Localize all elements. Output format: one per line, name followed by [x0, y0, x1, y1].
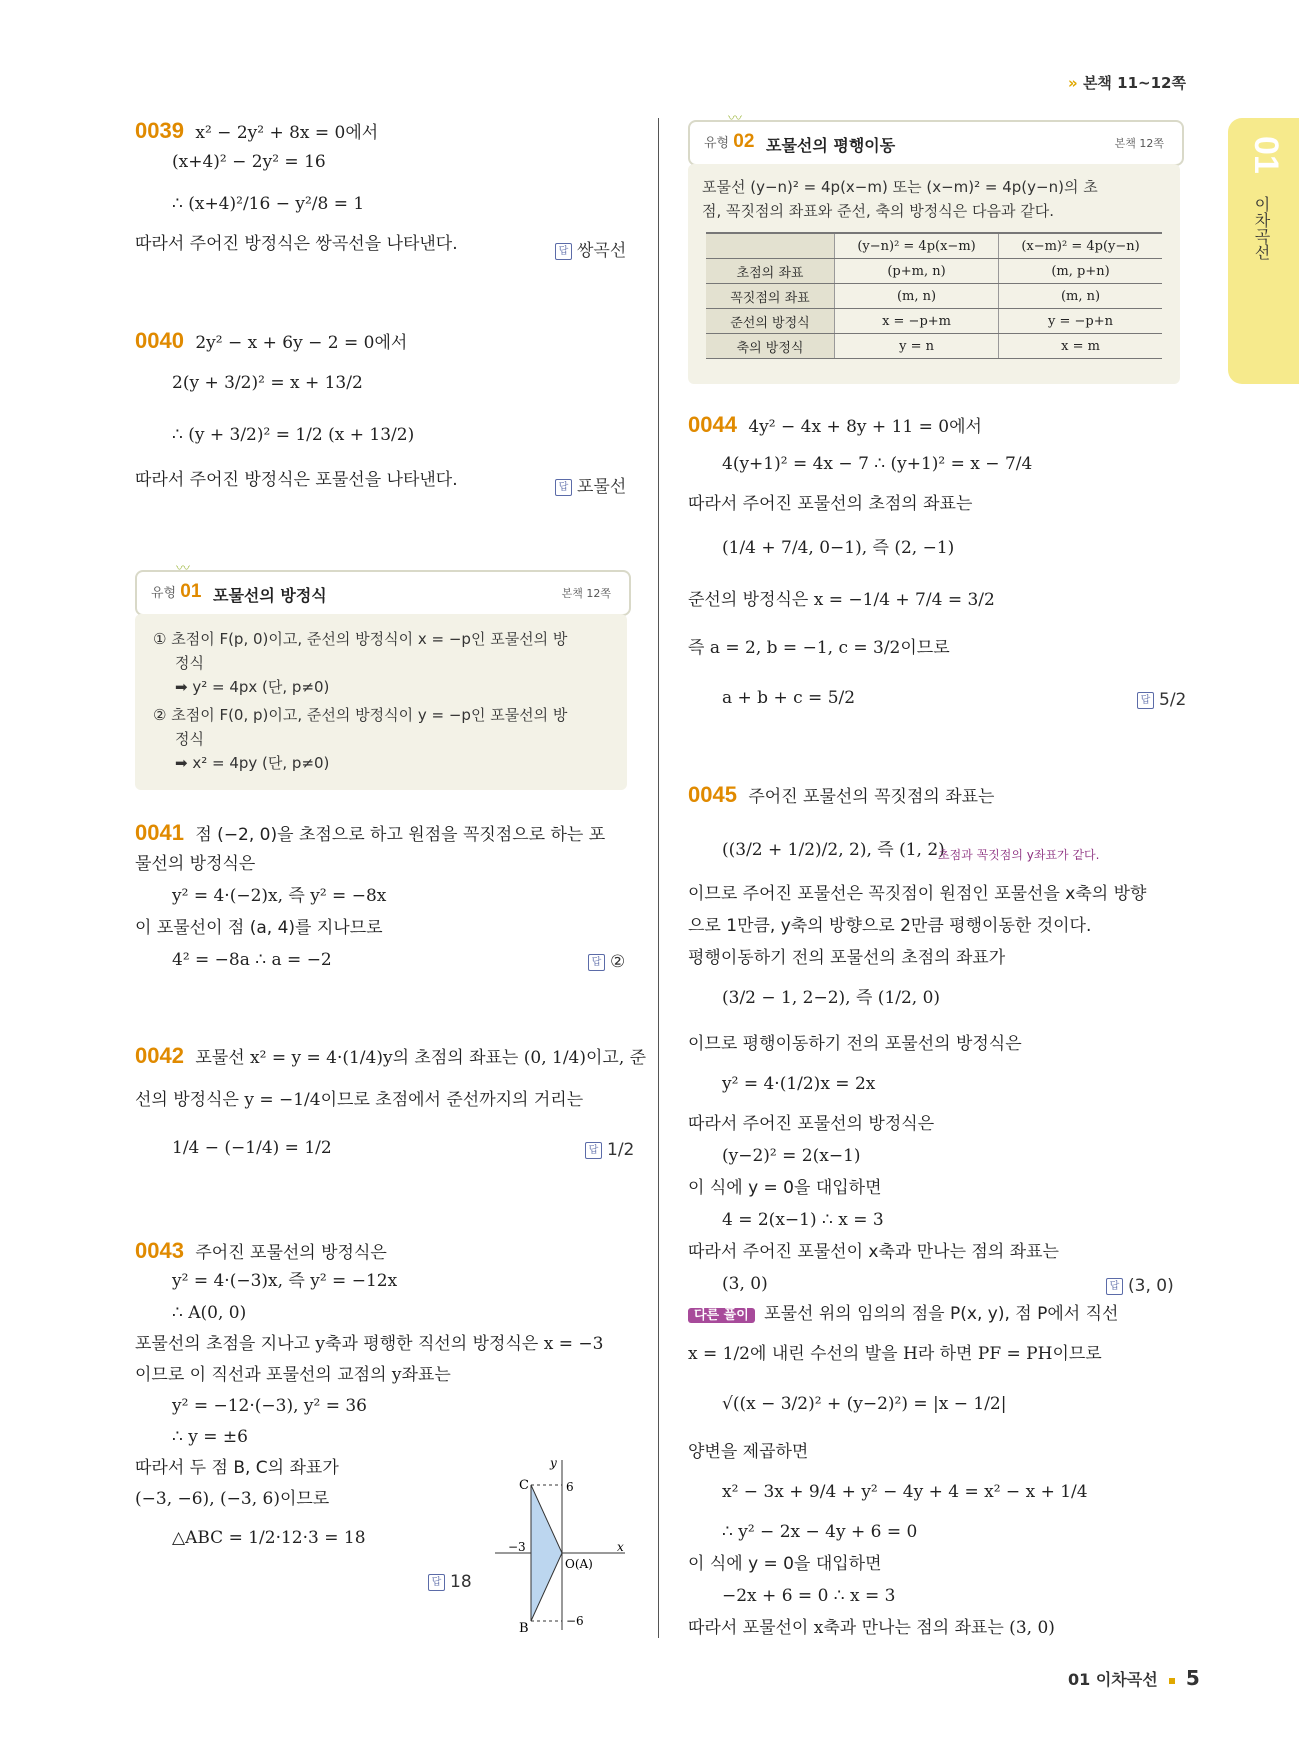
- math-line: (3/2 − 1, 2−2), 즉 (1/2, 0): [722, 988, 941, 1008]
- text-line: 주어진 포물선의 방정식은: [195, 1243, 387, 1263]
- chapter-label: 이차곡선: [1252, 196, 1271, 260]
- type-label: 유형 01: [151, 581, 202, 602]
- problem-number: 0039: [135, 118, 184, 143]
- chapter-side-tab: [1228, 118, 1299, 384]
- text-line: 평행이동하기 전의 포물선의 초점의 좌표가: [688, 948, 1006, 968]
- table-cell: (m, p+n): [999, 259, 1162, 284]
- row-label: 준선의 방정식: [706, 309, 835, 334]
- math-line: ∴ A(0, 0): [172, 1303, 247, 1323]
- text-line: 으로 1만큼, y축의 방향으로 2만큼 평행이동한 것이다.: [688, 916, 1092, 936]
- row-label: 초점의 좌표: [706, 259, 835, 284]
- text-line: 따라서 주어진 방정식은 포물선을 나타낸다.: [135, 470, 458, 490]
- triangle-abc: [531, 1485, 562, 1621]
- math-line: −2x + 6 = 0 ∴ x = 3: [722, 1586, 896, 1606]
- problem-number: 0042: [135, 1043, 184, 1068]
- text-line: 이 식에 y = 0을 대입하면: [688, 1178, 882, 1198]
- table-cell: x = m: [999, 334, 1162, 359]
- math-line: ∴ y² − 2x − 4y + 6 = 0: [722, 1522, 918, 1542]
- problem-0045: [688, 784, 994, 806]
- problem-0042: [135, 1045, 646, 1067]
- math-line: 4(y+1)² = 4x − 7 ∴ (y+1)² = x − 7/4: [722, 454, 1033, 474]
- math-line: 포물선 x² = y = 4·(1/4)y의 초점의 좌표는 (0, 1/4)이고, 준: [195, 1048, 647, 1068]
- table-cell: (m, n): [835, 284, 999, 309]
- math-line: ∴ (y + 3/2)² = 1/2 (x + 13/2): [172, 425, 415, 445]
- math-line: ∴ y = ±6: [172, 1427, 248, 1447]
- table-cell: [706, 233, 835, 259]
- math-line: 1/4 − (−1/4) = 1/2: [172, 1138, 332, 1158]
- text-line: 양변을 제곱하면: [688, 1442, 809, 1462]
- rule-1: ① 초점이 F(p, 0)이고, 준선의 방정식이 x = −p인 포물선의 방: [153, 630, 568, 648]
- footer-square-icon: [1169, 1678, 1175, 1684]
- problem-number: 0040: [135, 328, 184, 353]
- problem-0039: [135, 120, 378, 142]
- answer-icon: 답: [555, 479, 572, 496]
- math-line: △ABC = 1/2·12·3 = 18: [172, 1528, 366, 1548]
- type-ref: 본책 12쪽: [1114, 137, 1164, 150]
- math-line: ((3/2 + 1/2)/2, 2), 즉 (1, 2): [722, 840, 945, 860]
- math-line: y² = 4·(−2)x, 즉 y² = −8x: [172, 886, 387, 906]
- math-line: (−3, −6), (−3, 6)이므로: [135, 1489, 330, 1509]
- type-label: 유형 02: [704, 131, 755, 152]
- intro-line: 포물선 (y−n)² = 4p(x−m) 또는 (x−m)² = 4p(y−n)의 초: [702, 178, 1098, 196]
- intro-line: 점, 꼭짓점의 좌표와 준선, 축의 방정식은 다음과 같다.: [702, 202, 1054, 220]
- table-row: [706, 334, 1162, 359]
- math-line: y² = 4·(−3)x, 즉 y² = −12x: [172, 1271, 398, 1291]
- parabola-table: [706, 232, 1162, 359]
- answer-icon: 답: [428, 1574, 445, 1591]
- math-line: y² = 4·(1/2)x = 2x: [722, 1074, 876, 1094]
- row-label: 꼭짓점의 좌표: [706, 284, 835, 309]
- rule-2-cont: 정식: [175, 730, 204, 748]
- text-line: 이므로 평행이동하기 전의 포물선의 방정식은: [688, 1034, 1022, 1054]
- text-line: 주어진 포물선의 꼭짓점의 좌표는: [748, 787, 995, 807]
- math-line: y² = −12·(−3), y² = 36: [172, 1396, 367, 1416]
- type-title: 포물선의 방정식: [213, 586, 327, 605]
- text-line: 점 (−2, 0)을 초점으로 하고 원점을 꼭짓점으로 하는 포: [195, 825, 606, 845]
- wave-decoration-icon: 〰: [728, 111, 742, 127]
- text-line: 따라서 주어진 포물선의 방정식은: [688, 1114, 935, 1134]
- x-axis-label: x: [617, 1540, 624, 1554]
- table-header: (y−n)² = 4p(x−m): [835, 233, 999, 259]
- table-header: (x−m)² = 4p(y−n): [999, 233, 1162, 259]
- type-02-box: [688, 120, 1184, 166]
- wave-decoration-icon: 〰: [176, 561, 190, 577]
- point-c-label: C: [519, 1478, 529, 1493]
- type-01-box: [135, 570, 631, 616]
- math-line: 선의 방정식은 y = −1/4이므로 초점에서 준선까지의 거리는: [135, 1090, 584, 1110]
- tick-label: −6: [566, 1614, 584, 1628]
- text-line: 따라서 주어진 방정식은 쌍곡선을 나타낸다.: [135, 234, 458, 254]
- chapter-number: 01: [1247, 136, 1285, 174]
- triangle-graph: [495, 1455, 635, 1635]
- problem-number: 0045: [688, 782, 737, 807]
- math-line: 2y² − x + 6y − 2 = 0에서: [195, 333, 408, 353]
- y-axis-label: y: [550, 1456, 557, 1470]
- rule-1-cont: 정식: [175, 654, 204, 672]
- math-line: 2(y + 3/2)² = x + 13/2: [172, 373, 363, 393]
- table-cell: (p+m, n): [835, 259, 999, 284]
- math-line: 준선의 방정식은 x = −1/4 + 7/4 = 3/2: [688, 590, 995, 610]
- problem-number: 0043: [135, 1238, 184, 1263]
- tick-label: −3: [508, 1540, 526, 1554]
- text-line: 이므로 주어진 포물선은 꼭짓점이 원점인 포물선을 x축의 방향: [688, 884, 1147, 904]
- table-cell: y = −p+n: [999, 309, 1162, 334]
- text-line: 이 식에 y = 0을 대입하면: [688, 1554, 882, 1574]
- answer: 답 쌍곡선: [555, 236, 626, 261]
- math-line: (y−2)² = 2(x−1): [722, 1146, 861, 1166]
- table-header-row: [706, 233, 1162, 259]
- text-line: 포물선 위의 임의의 점을 P(x, y), 점 P에서 직선: [764, 1304, 1119, 1324]
- math-line: 이므로 이 직선과 포물선의 교점의 y좌표는: [135, 1365, 451, 1385]
- problem-number: 0041: [135, 820, 184, 845]
- answer: 답 18: [428, 1572, 472, 1592]
- rule-2-formula: ➡ x² = 4py (단, p≠0): [175, 754, 330, 772]
- double-chevron-icon: »: [1068, 74, 1078, 92]
- math-line: a + b + c = 5/2: [722, 688, 856, 708]
- tick-label: 6: [566, 1480, 574, 1494]
- answer-icon: 답: [1106, 1278, 1123, 1295]
- page-header-ref: » 본책 11~12쪽: [1068, 74, 1186, 92]
- row-label: 축의 방정식: [706, 334, 835, 359]
- math-line: (1/4 + 7/4, 0−1), 즉 (2, −1): [722, 538, 955, 558]
- answer-icon: 답: [585, 1142, 602, 1159]
- math-line: (3, 0): [722, 1274, 768, 1294]
- column-divider: [658, 118, 659, 1638]
- rule-2: ② 초점이 F(0, p)이고, 준선의 방정식이 y = −p인 포물선의 방: [153, 706, 568, 724]
- answer: 답 1/2: [585, 1140, 634, 1160]
- answer: 답 5/2: [1137, 690, 1186, 710]
- answer: 답 ②: [588, 952, 625, 972]
- table-row: [706, 284, 1162, 309]
- problem-0040: [135, 330, 407, 352]
- math-line: 포물선의 초점을 지나고 y축과 평행한 직선의 방정식은 x = −3: [135, 1334, 604, 1354]
- rule-1-formula: ➡ y² = 4px (단, p≠0): [175, 678, 330, 696]
- table-row: [706, 309, 1162, 334]
- problem-0041: [135, 822, 605, 844]
- answer-icon: 답: [555, 243, 572, 260]
- math-line: (x+4)² − 2y² = 16: [172, 152, 326, 172]
- math-line: 4y² − 4x + 8y + 11 = 0에서: [748, 417, 982, 437]
- math-line: x² − 3x + 9/4 + y² − 4y + 4 = x² − x + 1/4: [722, 1482, 1088, 1502]
- annotation-note: 초점과 꼭짓점의 y좌표가 같다.: [938, 848, 1100, 862]
- math-line: 4² = −8a ∴ a = −2: [172, 950, 332, 970]
- math-line: 즉 a = 2, b = −1, c = 3/2이므로: [688, 638, 950, 658]
- answer: 답 포물선: [555, 472, 626, 497]
- answer-icon: 답: [1137, 692, 1154, 709]
- problem-number: 0044: [688, 412, 737, 437]
- origin-label: O(A): [565, 1557, 593, 1571]
- math-line: 따라서 포물선이 x축과 만나는 점의 좌표는 (3, 0): [688, 1618, 1055, 1638]
- text-line: 따라서 주어진 포물선이 x축과 만나는 점의 좌표는: [688, 1242, 1059, 1262]
- alt-solution-line: [688, 1306, 1118, 1323]
- table-row: [706, 259, 1162, 284]
- math-line: x² − 2y² + 8x = 0에서: [195, 123, 379, 143]
- table-cell: (m, n): [999, 284, 1162, 309]
- type-02-body: [688, 164, 1180, 384]
- type-title: 포물선의 평행이동: [766, 136, 896, 155]
- alt-solution-badge: 다른 풀이: [688, 1308, 755, 1323]
- math-line: 4 = 2(x−1) ∴ x = 3: [722, 1210, 884, 1230]
- type-ref: 본책 12쪽: [561, 587, 611, 600]
- page-footer: [1068, 1666, 1200, 1690]
- text-line: 이 포물선이 점 (a, 4)를 지나므로: [135, 918, 383, 938]
- answer: 답 (3, 0): [1106, 1276, 1174, 1296]
- problem-0044: [688, 414, 982, 436]
- text-line: 따라서 주어진 포물선의 초점의 좌표는: [688, 494, 973, 514]
- table-cell: y = n: [835, 334, 999, 359]
- problem-0043: [135, 1240, 387, 1262]
- text-line: 따라서 두 점 B, C의 좌표가: [135, 1458, 339, 1478]
- footer-chapter: 01 이차곡선: [1068, 1670, 1158, 1689]
- type-01-body: [135, 614, 627, 790]
- math-line: √((x − 3/2)² + (y−2)²) = |x − 1/2|: [722, 1394, 1007, 1414]
- table-cell: x = −p+m: [835, 309, 999, 334]
- math-line: x = 1/2에 내린 수선의 발을 H라 하면 PF = PH이므로: [688, 1344, 1102, 1364]
- answer-icon: 답: [588, 954, 605, 971]
- point-b-label: B: [519, 1621, 529, 1635]
- text-line: 물선의 방정식은: [135, 854, 256, 874]
- math-line: ∴ (x+4)²/16 − y²/8 = 1: [172, 194, 365, 214]
- page-number: 5: [1185, 1666, 1200, 1690]
